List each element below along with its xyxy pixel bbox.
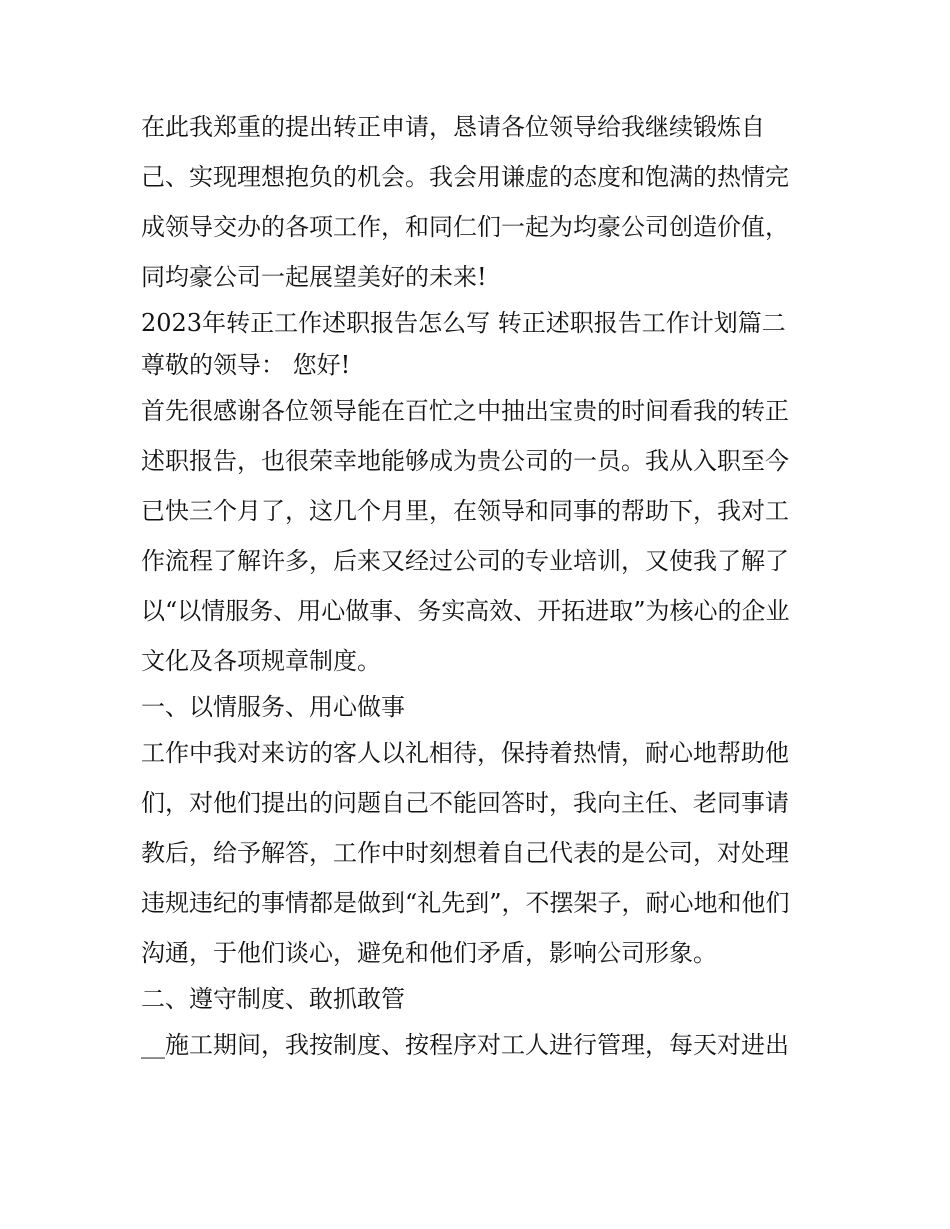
paragraph-line: 首先很感谢各位领导能在百忙之中抽出宝贵的时间看我的转正 <box>141 397 789 425</box>
subheading: 一、以情服务、用心做事 <box>141 693 405 721</box>
subheading: 二、遵守制度、敢抓敢管 <box>141 985 405 1013</box>
paragraph-line: 文化及各项规章制度。 <box>141 647 381 675</box>
paragraph-line: 在此我郑重的提出转正申请，恳请各位领导给我继续锻炼自 <box>141 113 765 141</box>
paragraph-line: 沟通，于他们谈心，避免和他们矛盾，影响公司形象。 <box>141 939 717 967</box>
paragraph-line: 以“以情服务、用心做事、务实高效、开拓进取”为核心的企业 <box>141 597 790 625</box>
paragraph-line: 同均豪公司一起展望美好的未来! <box>141 263 487 291</box>
paragraph-line: 教后，给予解答，工作中时刻想着自己代表的是公司，对处理 <box>141 839 789 867</box>
paragraph-line: 述职报告，也很荣幸地能够成为贵公司的一员。我从入职至今 <box>141 447 789 475</box>
paragraph-line: __施工期间，我按制度、按程序对工人进行管理，每天对进出 <box>141 1031 789 1059</box>
paragraph-line: 们，对他们提出的问题自己不能回答时，我向主任、老同事请 <box>141 789 789 817</box>
salutation-line: 尊敬的领导： 您好! <box>141 351 351 379</box>
paragraph-line: 违规违纪的事情都是做到“礼先到”，不摆架子，耐心地和他们 <box>141 889 790 917</box>
paragraph-line: 成领导交办的各项工作，和同仁们一起为均豪公司创造价值， <box>141 213 789 241</box>
document-body <box>141 102 821 1070</box>
section-heading: 2023年转正工作述职报告怎么写 转正述职报告工作计划篇二 <box>141 309 786 337</box>
paragraph-line: 已快三个月了，这几个月里，在领导和同事的帮助下，我对工 <box>141 497 789 525</box>
paragraph-line: 己、实现理想抱负的机会。我会用谦虚的态度和饱满的热情完 <box>141 163 789 191</box>
paragraph-line: 工作中我对来访的客人以礼相待，保持着热情，耐心地帮助他 <box>141 739 789 767</box>
paragraph-line: 作流程了解许多，后来又经过公司的专业培训，又使我了解了 <box>141 547 789 575</box>
